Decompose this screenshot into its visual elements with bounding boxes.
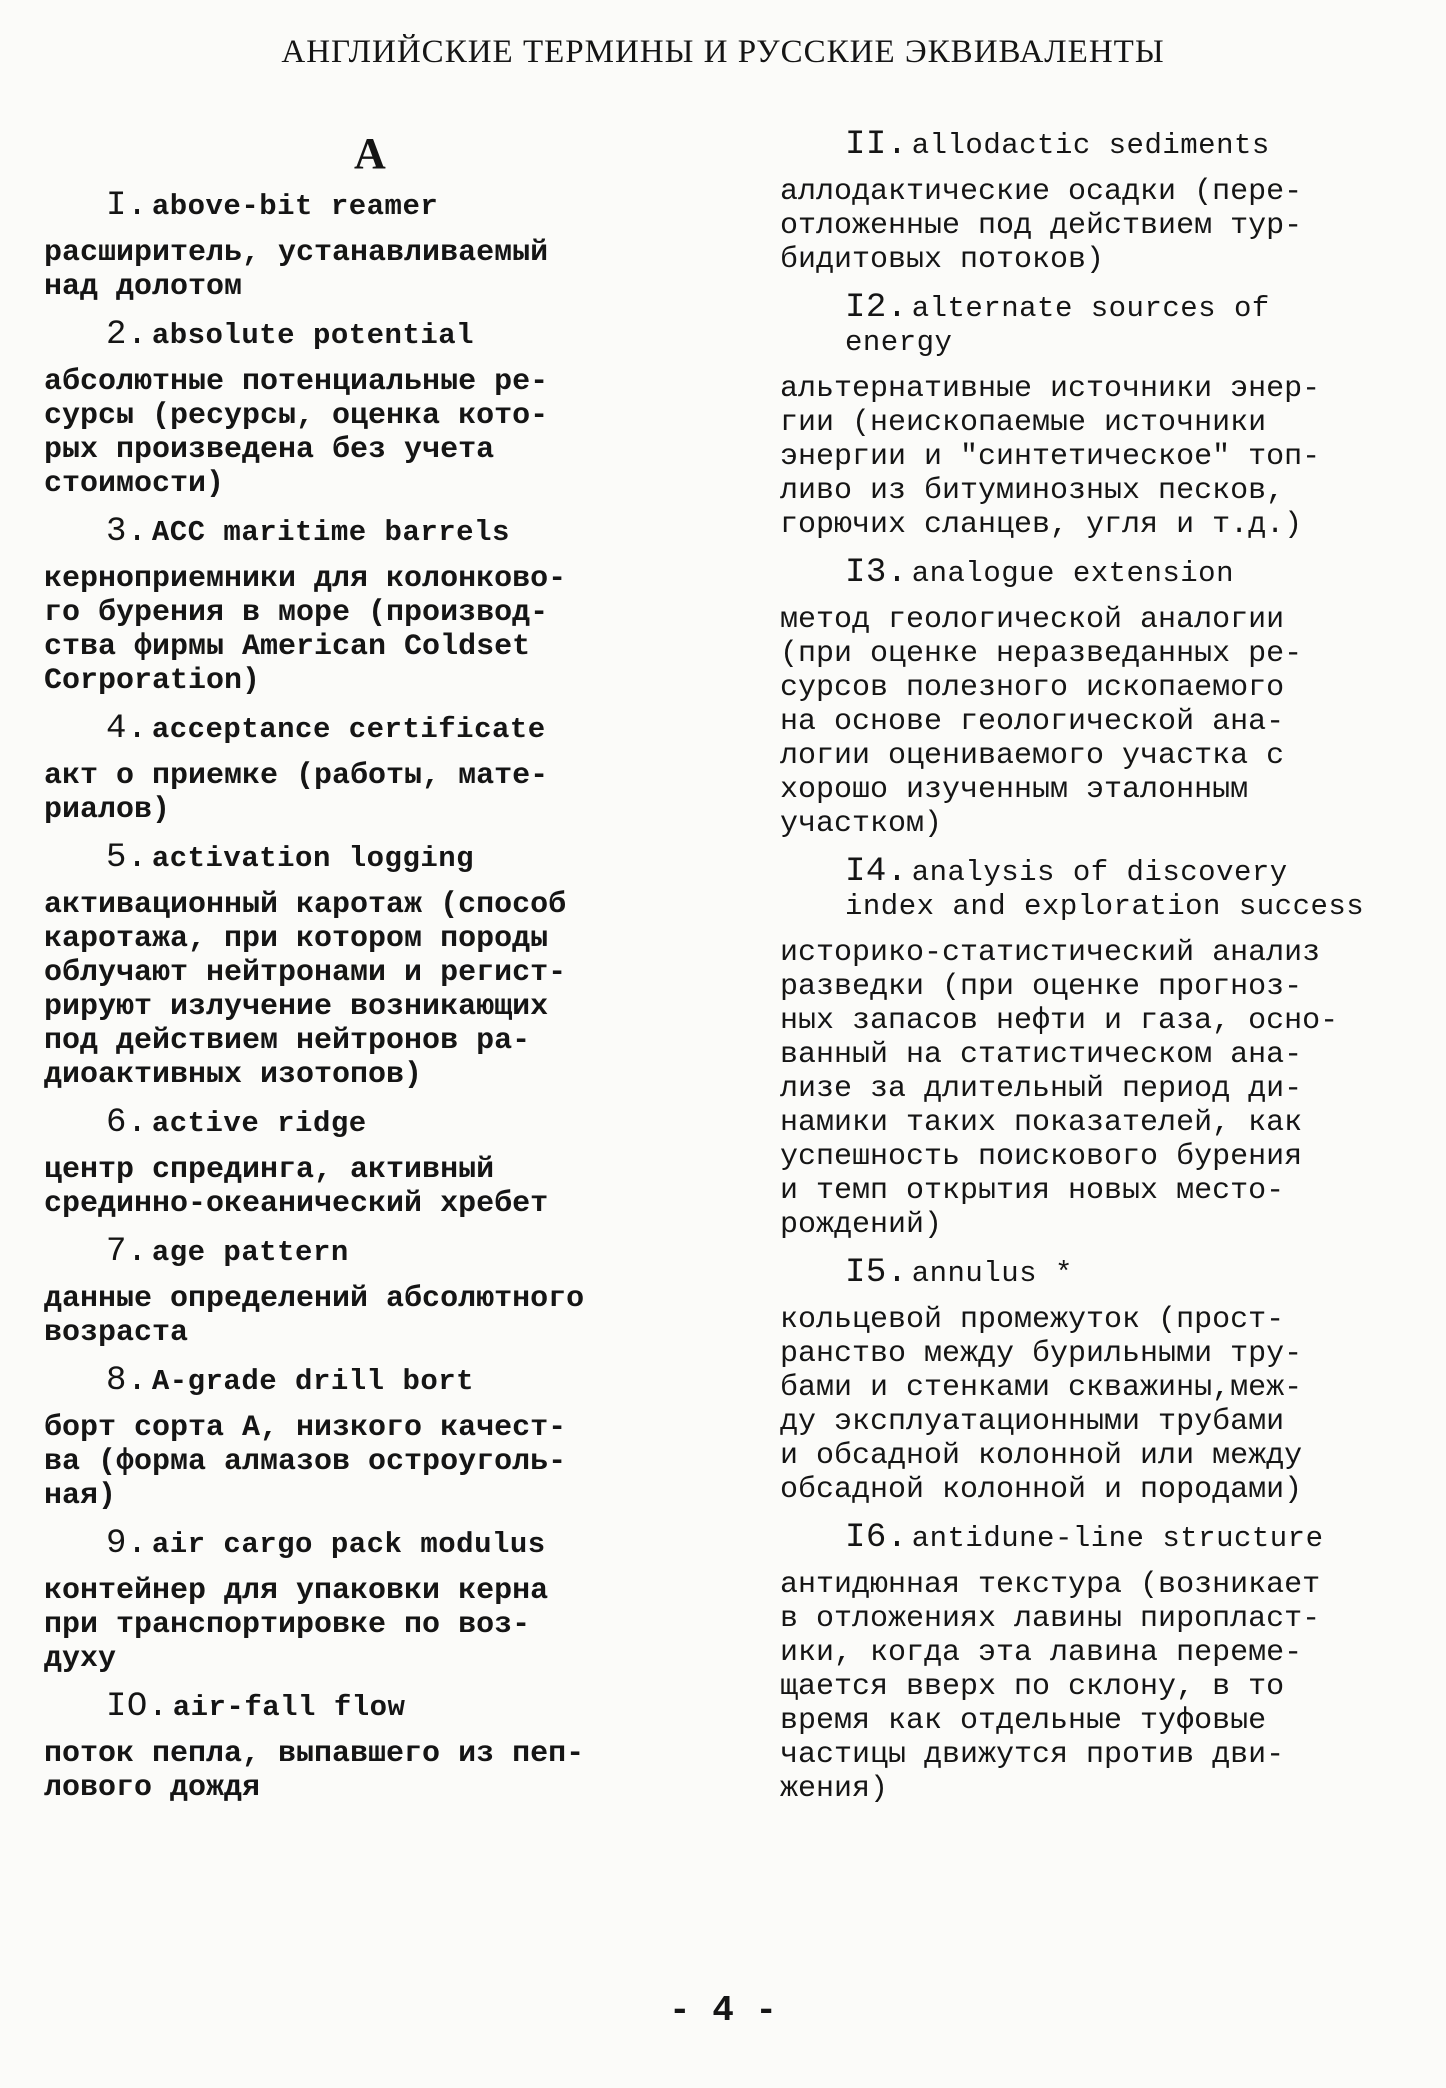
glossary-entry <box>44 1364 684 1513</box>
entry-term <box>780 1256 1400 1291</box>
entry-definition: поток пепла, выпавшего из пеп- лового дождя <box>44 1737 585 1805</box>
entry-term-text: analogue extension <box>911 557 1234 590</box>
entry-definition: контейнер для упаковки керна при транспортировке по воз- духу <box>44 1574 549 1676</box>
entry-number: 8. <box>106 1362 148 1400</box>
entry-term <box>780 556 1400 591</box>
entry-number: I6. <box>845 1519 908 1557</box>
entry-definition: активационный каротаж (способ каротажа, при котором породы облучают нейтронами и регист- рируют излучение возникающих под действием нейтронов ра- диоактивных изотопов) <box>44 888 567 1092</box>
entry-term-text: annulus * <box>911 1257 1073 1290</box>
entry-number: I5. <box>845 1254 908 1292</box>
entry-definition: аллодактические осадки (пере- отложенные под действием тур- бидитовых потоков) <box>780 175 1303 277</box>
right-column <box>780 128 1400 1820</box>
entry-term <box>44 712 684 747</box>
glossary-entry <box>44 1235 684 1350</box>
entry-number: I3. <box>845 554 908 592</box>
entry-number: 2. <box>106 316 148 354</box>
entry-definition: керноприемники для колонково- го бурения в море (производ- ства фирмы American Coldset Corporation) <box>44 562 567 698</box>
entry-definition: расширитель, устанавливаемый над долотом <box>44 236 549 304</box>
entry-term-text: acceptance certificate <box>151 713 546 746</box>
entry-definition: борт сорта А, низкого качест- ва (форма алмазов остроуголь- ная) <box>44 1411 567 1513</box>
entry-definition: данные определений абсолютного возраста <box>44 1282 585 1350</box>
entry-definition: антидюнная текстура (возникает в отложениях лавины пиропласт- ики, когда эта лавина переме- щается вверх по склону, в то время как отдельные туфовые частицы движутся против дви- жения) <box>780 1568 1321 1806</box>
entry-term-text: activation logging <box>151 842 475 875</box>
entry-term <box>780 1521 1400 1556</box>
entry-term-text: air cargo pack modulus <box>151 1528 546 1561</box>
entry-term <box>780 128 1400 163</box>
entry-number: 6. <box>106 1104 148 1142</box>
section-letter: А <box>354 129 386 178</box>
entry-definition: абсолютные потенциальные ре- сурсы (ресурсы, оценка кото- рых произведена без учета стоимости) <box>44 365 549 501</box>
entry-term <box>44 318 684 353</box>
glossary-entry <box>44 318 684 501</box>
left-column <box>44 128 684 1819</box>
entry-number: 9. <box>106 1525 148 1563</box>
entry-term-text: age pattern <box>151 1236 349 1269</box>
entry-term-text: absolute potential <box>151 319 475 352</box>
entry-term-text: ACC maritime barrels <box>151 516 510 549</box>
glossary-entry <box>780 128 1400 277</box>
glossary-entry <box>44 1106 684 1221</box>
entry-term <box>780 855 1400 924</box>
entry-term <box>44 189 684 224</box>
entry-term-text: above-bit reamer <box>151 190 439 223</box>
entry-number: IO. <box>106 1688 169 1726</box>
entry-number: 4. <box>106 710 148 748</box>
entry-definition: кольцевой промежуток (прост- ранство между бурильными тру- бами и стенками скважины,меж- ду эксплуатационными трубами и обсадной колонной или между обсадной колонной и породами) <box>780 1303 1303 1507</box>
entry-term-text: active ridge <box>151 1107 367 1140</box>
glossary-entry <box>44 515 684 698</box>
glossary-entry <box>780 1256 1400 1507</box>
entry-term-text: alternate sources of energy <box>845 292 1270 359</box>
glossary-entry <box>44 841 684 1092</box>
entry-term-text: A-grade drill bort <box>151 1365 475 1398</box>
right-entry-list <box>780 128 1400 1806</box>
glossary-entry <box>44 1690 684 1805</box>
entry-number: 5. <box>106 839 148 877</box>
page-title: АНГЛИЙСКИЕ ТЕРМИНЫ И РУССКИЕ ЭКВИВАЛЕНТЫ <box>281 34 1165 70</box>
entry-term <box>44 1690 684 1725</box>
entry-term <box>44 515 684 550</box>
entry-number: I4. <box>845 853 908 891</box>
glossary-entry <box>780 855 1400 1242</box>
entry-term-text: allodactic sediments <box>911 129 1270 162</box>
entry-term <box>44 1106 684 1141</box>
left-entry-list <box>44 189 684 1805</box>
entry-term <box>44 1235 684 1270</box>
entry-number: II. <box>845 126 908 164</box>
entry-term-text: analysis of discovery index and exploration success <box>845 856 1365 923</box>
glossary-entry <box>780 291 1400 542</box>
entry-term <box>780 291 1400 360</box>
glossary-entry <box>780 1521 1400 1806</box>
page-number: - 4 - <box>668 1990 778 2031</box>
entry-term-text: air-fall flow <box>172 1691 406 1724</box>
entry-term <box>44 1527 684 1562</box>
glossary-entry <box>44 1527 684 1676</box>
entry-term <box>44 1364 684 1399</box>
entry-term-text: antidune-line structure <box>911 1522 1324 1555</box>
entry-definition: историко-статистический анализ разведки (при оценке прогноз- ных запасов нефти и газа, осно- ванный на статистическом ана- лизе за длительный период ди- намики таких показателей, как успешность поискового бурения и темп открытия новых место- рождений) <box>780 936 1339 1242</box>
entry-number: I2. <box>845 289 908 327</box>
entry-definition: центр спрединга, активный срединно-океанический хребет <box>44 1153 549 1221</box>
entry-definition: метод геологической аналогии (при оценке неразведанных ре- сурсов полезного ископаемого на основе геологической ана- логии оцениваемого участка с хорошо изученным эталонным участком) <box>780 603 1303 841</box>
entry-number: 7. <box>106 1233 148 1271</box>
entry-definition: акт о приемке (работы, мате- риалов) <box>44 759 549 827</box>
glossary-entry <box>44 189 684 304</box>
entry-number: I. <box>106 187 148 225</box>
entry-number: 3. <box>106 513 148 551</box>
entry-term <box>44 841 684 876</box>
glossary-entry <box>780 556 1400 841</box>
glossary-entry <box>44 712 684 827</box>
entry-definition: альтернативные источники энер- гии (неископаемые источники энергии и "синтетическое" топ- ливо из битуминозных песков, горючих сланцев, угля и т.д.) <box>780 372 1321 542</box>
